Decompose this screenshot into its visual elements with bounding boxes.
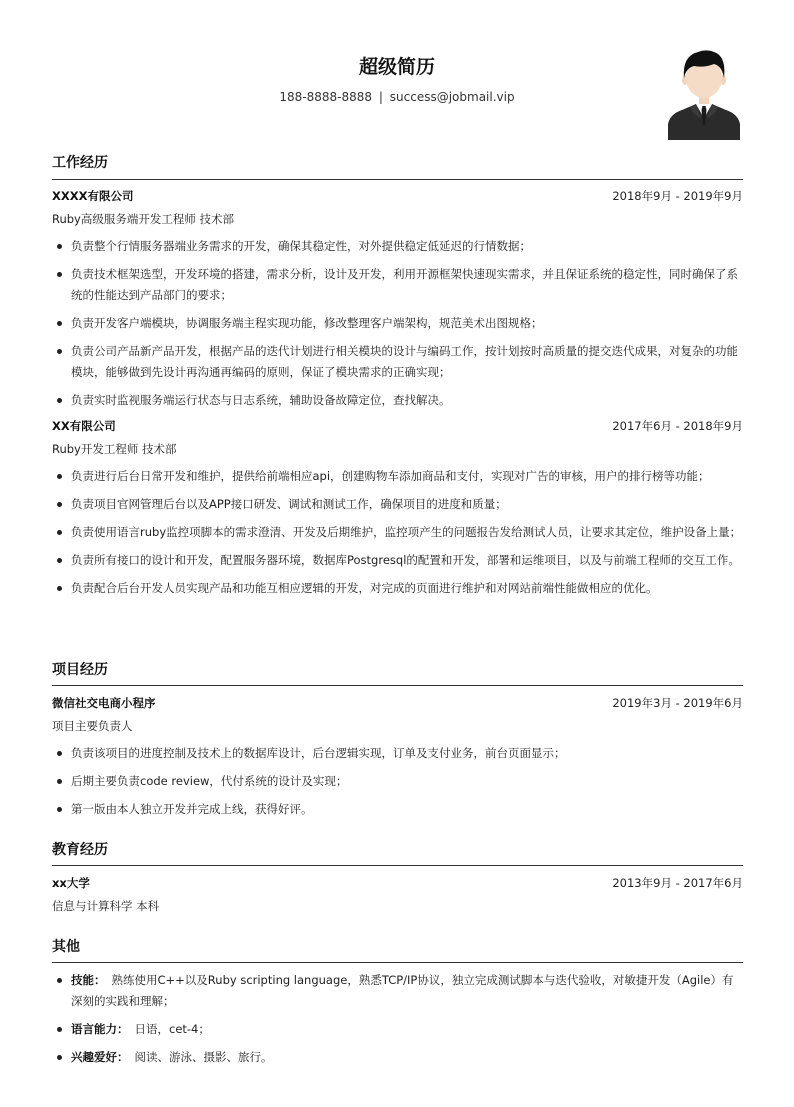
list-item: 后期主要负责code review，代付系统的设计及实现； — [52, 771, 743, 792]
job-period: 2017年6月 - 2018年9月 — [612, 419, 743, 433]
languages-text: 日语，cet-4； — [134, 1022, 210, 1036]
job-header — [52, 187, 743, 205]
education-header — [52, 874, 743, 892]
list-item: 负责进行后台日常开发和维护，提供给前端相应api，创建购物车添加商品和支付，实现对广告的审核，用户的排行榜等功能； — [52, 466, 743, 487]
avatar-photo — [668, 44, 740, 140]
list-item: 负责使用语言ruby监控项脚本的需求澄清、开发及后期维护，监控项产生的问题报告发给测试人员，让要求其定位，维护设备上量； — [52, 522, 743, 543]
project-period: 2019年3月 - 2019年6月 — [612, 696, 743, 710]
section-title-projects: 项目经历 — [52, 662, 108, 678]
section-title-other: 其他 — [52, 939, 80, 955]
list-item-skills — [52, 970, 743, 1012]
resume-name: 超级简历 — [358, 56, 435, 78]
job-period: 2018年9月 - 2019年9月 — [612, 189, 743, 203]
list-item: 负责整个行情服务器端业务需求的开发，确保其稳定性，对外提供稳定低延迟的行情数据； — [52, 236, 743, 257]
section-title-education: 教育经历 — [52, 842, 108, 858]
section-title-work: 工作经历 — [52, 155, 108, 171]
project-duties-list — [52, 743, 743, 820]
contact-separator: | — [378, 90, 383, 104]
list-item: 第一版由本人独立开发并完成上线，获得好评。 — [52, 799, 743, 820]
hobbies-label: 兴趣爱好： — [71, 1050, 129, 1064]
project-role: 项目主要负责人 — [52, 719, 133, 733]
section-divider-projects — [52, 685, 743, 686]
job-header — [52, 417, 743, 435]
company-name: XX有限公司 — [52, 419, 116, 433]
list-item: 负责该项目的进度控制及技术上的数据库设计，后台逻辑实现，订单及支付业务，前台页面显示； — [52, 743, 743, 764]
education-major: 信息与计算科学 本科 — [52, 899, 160, 913]
company-name: XXXX有限公司 — [52, 189, 134, 203]
list-item-hobbies — [52, 1047, 743, 1068]
languages-label: 语言能力： — [71, 1022, 129, 1036]
school-name: xx大学 — [52, 876, 90, 890]
email-address: success@jobmail.vip — [389, 90, 515, 104]
list-item: 负责技术框架选型，开发环境的搭建，需求分析，设计及开发，利用开源框架快速现实需求，并且保证系统的稳定性，同时确保了系统的性能达到产品部门的要求； — [52, 264, 743, 306]
list-item: 负责项目官网管理后台以及APP接口研发、调试和测试工作，确保项目的进度和质量； — [52, 494, 743, 515]
job-duties-list — [52, 236, 743, 411]
skills-label: 技能： — [71, 973, 106, 987]
project-header — [52, 694, 743, 712]
skills-text: 熟练使用C++以及Ruby scripting language，熟悉TCP/IP协议，独立完成测试脚本与迭代验收，对敏捷开发（Agile）有深刻的实践和理解； — [71, 973, 734, 1008]
job-role: Ruby开发工程师 技术部 — [52, 442, 177, 456]
education-period: 2013年9月 - 2017年6月 — [612, 876, 743, 890]
job-duties-list — [52, 466, 743, 599]
job-role: Ruby高级服务端开发工程师 技术部 — [52, 212, 235, 226]
section-divider-education — [52, 865, 743, 866]
section-divider-work — [52, 179, 743, 180]
list-item: 负责实时监视服务端运行状态与日志系统，辅助设备故障定位，查找解决。 — [52, 390, 743, 411]
list-item-languages — [52, 1019, 743, 1040]
phone-number: 188-8888-8888 — [279, 90, 373, 104]
list-item: 负责所有接口的设计和开发，配置服务器环境，数据库Postgresql的配置和开发，部署和运维项目，以及与前端工程师的交互工作。 — [52, 550, 743, 571]
list-item: 负责配合后台开发人员实现产品和功能互相应逻辑的开发，对完成的页面进行维护和对网站前端性能做相应的优化。 — [52, 578, 743, 599]
hobbies-text: 阅读、游泳、摄影、旅行。 — [134, 1050, 273, 1064]
other-list — [52, 970, 743, 1068]
list-item: 负责公司产品新产品开发，根据产品的迭代计划进行相关模块的设计与编码工作，按计划按时高质量的提交迭代成果，对复杂的功能模块，能够做到先设计再沟通再编码的原则，保证了模块需求的正确实现； — [52, 341, 743, 383]
section-divider-other — [52, 962, 743, 963]
project-name: 微信社交电商小程序 — [52, 696, 156, 710]
list-item: 负责开发客户端模块，协调服务端主程实现功能，修改整理客户端架构，规范美术出图规格； — [52, 313, 743, 334]
